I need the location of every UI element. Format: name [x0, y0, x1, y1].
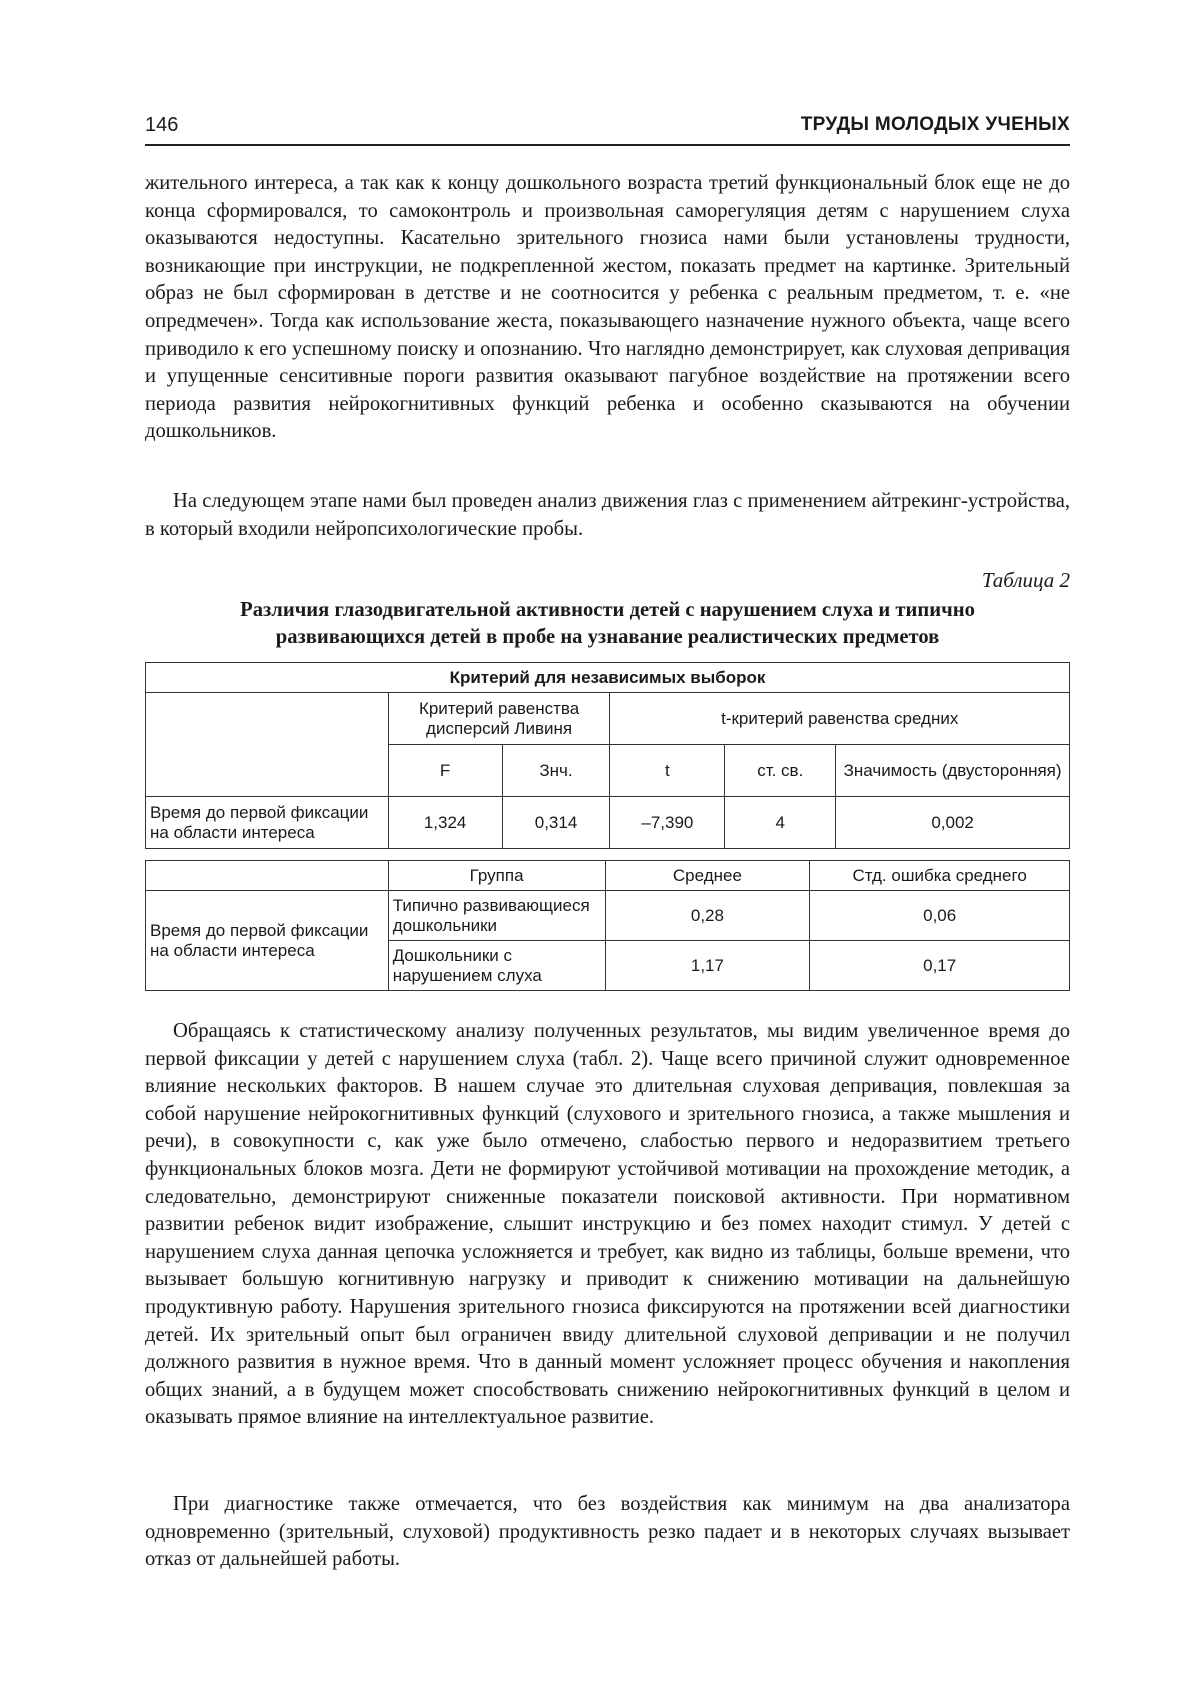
table-title-line-1: Различия глазодвигательной активности детей с нарушением слуха и типично	[240, 599, 975, 621]
paragraph-2: На следующем этапе нами был проведен анализ движения глаз с применением айтрекинг-устройства, в который входили нейропсихологические пробы.	[145, 490, 1070, 540]
t1-col-f: F	[388, 745, 502, 797]
paragraph-1: жительного интереса, а так как к концу дошкольного возраста третий функциональный блок еще не до конца сформировался, то самоконтроль и произвольная саморегуляция детям с нарушением слуха оказываются недоступны. Касательно зрительного гнозиса нами были установлены трудности, возникающие при инструкции, не подкрепленной жестом, показать предмет на картинке. Зрительный образ не был сформирован в детстве и не соотносится у ребенка с реальным предметом, т. е. «не опредмечен». Тогда как использование жеста, показывающего назначение нужного объекта, чаще всего приводило к его успешному поиску и опознанию. Что наглядно демонстрирует, как слуховая депривация и упущенные сенситивные пороги развития оказывают пагубное воздействие на протяжении всего периода развития нейрокогнитивных функций ребенка и особенно сказываются на обучении дошкольников.	[145, 172, 1070, 443]
t1-ttest-header: t-критерий равенства средних	[610, 693, 1070, 745]
journal-title: ТРУДЫ МОЛОДЫХ УЧЕНЫХ	[800, 114, 1070, 135]
table-label: Таблица 2	[981, 568, 1070, 592]
t2-se-2: 0,17	[810, 941, 1070, 991]
table-title-line-2: развивающихся детей в пробе на узнавание реалистических предметов	[275, 626, 940, 648]
t2-mean-2: 1,17	[605, 941, 810, 991]
t2-row-label: Время до первой фиксации на области интереса	[146, 891, 389, 991]
paragraph-4: При диагностике также отмечается, что без воздействия как минимум на два анализатора одновременно (зрительный, слуховой) продуктивность резко падает и в некоторых случаях вызывает отказ от дальнейшей работы.	[145, 1493, 1070, 1571]
t1-empty-corner	[146, 693, 389, 797]
t1-row-label: Время до первой фиксации на области интереса	[146, 797, 389, 849]
t1-col-t: t	[610, 745, 725, 797]
t2-col-mean: Среднее	[605, 861, 810, 891]
page-number: 146	[145, 114, 179, 136]
paragraph-3: Обращаясь к статистическому анализу полученных результатов, мы видим увеличенное время до первой фиксации у детей с нарушением слуха (табл. 2). Чаще всего причиной служит одновременное влияние нескольких факторов. В нашем случае это длительная слуховая депривация, повлекшая за собой нарушение нейрокогнитивных функций (слухового и зрительного гнозиса, а также мышления и речи), в совокупности с, как уже было отмечено, слабостью первого и недоразвитием третьего функциональных блоков мозга. Дети не формируют устойчивой мотивации на прохождение методик, а следовательно, демонстрируют сниженные показатели поисковой активности. При нормативном развитии ребенок видит изображение, слышит инструкцию и без помех находит стимул. У детей с нарушением слуха данная цепочка усложняется и требует, как видно из таблицы, больше времени, что вызывает большую когнитивную нагрузку и приводит к снижению мотивации на дальнейшую продуктивную работу. Нарушения зрительного гнозиса фиксируются на протяжении всей диагностики детей. Их зрительный опыт был ограничен ввиду длительной слуховой депривации и не получил должного развития в нужное время. Что в данный момент усложняет процесс обучения и накопления общих знаний, а в будущем может способствовать снижению нейрокогнитивных функций в целом и оказывать прямое влияние на интеллектуальное развитие.	[145, 1020, 1070, 1429]
t1-col-sig: Знч.	[502, 745, 610, 797]
t2-col-se: Стд. ошибка среднего	[810, 861, 1070, 891]
running-header	[145, 108, 1070, 146]
t1-header: Критерий для независимых выборок	[146, 663, 1070, 693]
t1-p-value: 0,002	[836, 797, 1070, 849]
t2-col-group: Группа	[388, 861, 605, 891]
t1-df-value: 4	[725, 797, 836, 849]
table-title	[145, 597, 1070, 651]
t1-col-p: Значимость (двусторонняя)	[836, 745, 1070, 797]
group-statistics-table	[145, 860, 1070, 991]
t1-f-value: 1,324	[388, 797, 502, 849]
t1-col-df: ст. св.	[725, 745, 836, 797]
t2-se-1: 0,06	[810, 891, 1070, 941]
t1-t-value: –7,390	[610, 797, 725, 849]
t2-group-2: Дошкольники с нарушением слуха	[388, 941, 605, 991]
t1-sig-value: 0,314	[502, 797, 610, 849]
t2-empty-corner	[146, 861, 389, 891]
t2-mean-1: 0,28	[605, 891, 810, 941]
t2-group-1: Типично развивающиеся дошкольники	[388, 891, 605, 941]
independent-samples-test-table	[145, 662, 1070, 849]
t1-levene-header: Критерий равенства дисперсий Ливиня	[388, 693, 610, 745]
